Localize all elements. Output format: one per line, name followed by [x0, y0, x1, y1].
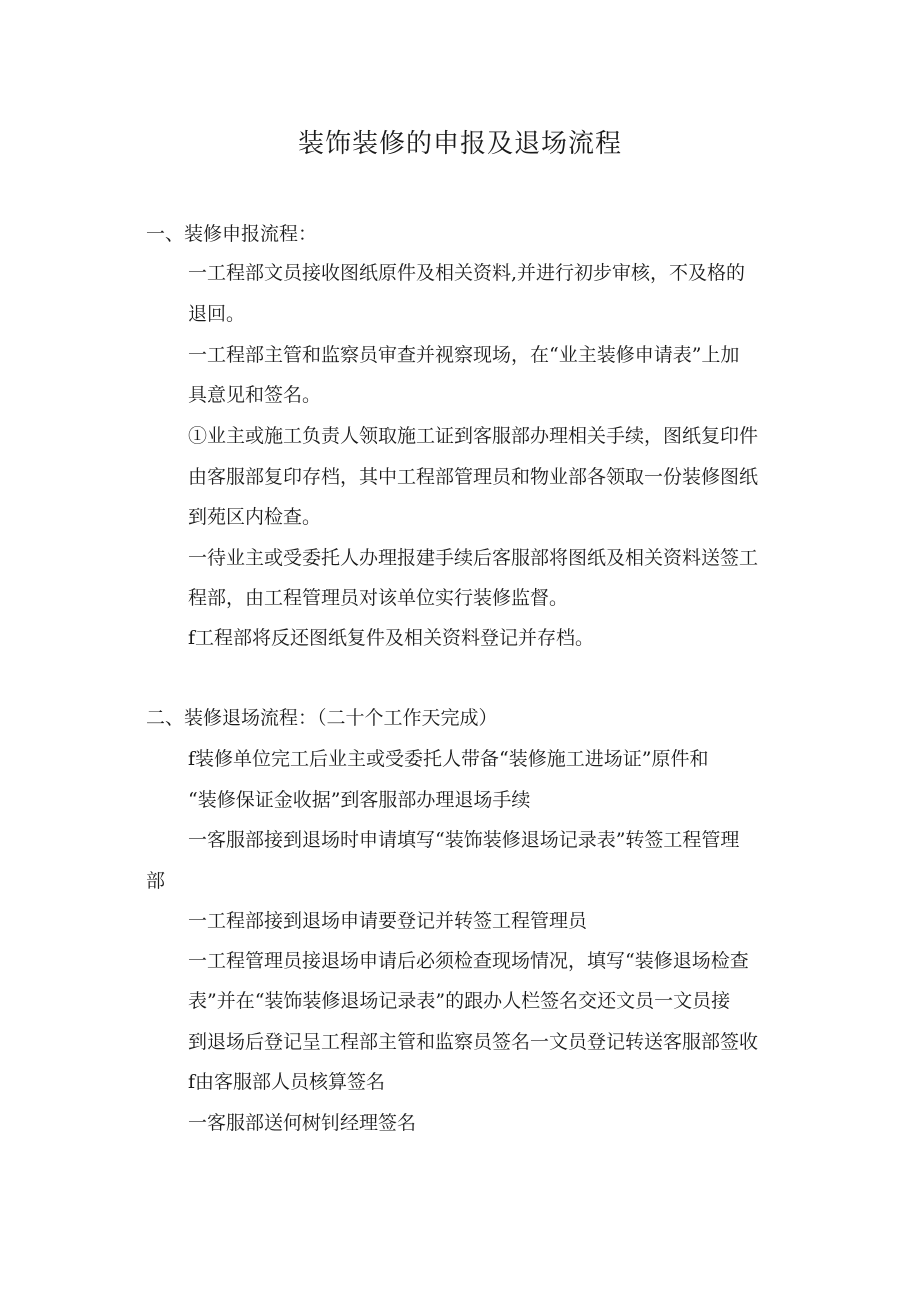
section-1-line: 由客服部复印存档，其中工程部管理员和物业部各领取一份装修图纸	[188, 466, 759, 488]
section-1-line: ①业主或施工负责人领取施工证到客服部办理相关手续，图纸复印件	[188, 425, 759, 447]
section-2-line: “装修保证金收据”到客服部办理退场手续	[188, 789, 531, 811]
section-1-line: 到苑区内检查。	[188, 506, 322, 528]
section-1-line: 一工程部文员接收图纸原件及相关资料,并进行初步审核，不及格的	[188, 262, 746, 284]
section-2-line: f装修单位完工后业主或受委托人带备“装修施工进场证”原件和	[188, 748, 709, 770]
section-2-heading: 二、装修退场流程：（二十个工作天完成）	[146, 707, 498, 729]
section-1-heading: 一、装修申报流程：	[146, 223, 318, 245]
section-2-line: 一工程管理员接退场申请后必须检查现场情况，填写“装修退场检查	[188, 950, 749, 972]
section-1-line: f工程部将反还图纸复件及相关资料登记并存档。	[188, 627, 595, 649]
section-2-line: 部	[146, 870, 166, 892]
section-2-line: 到退场后登记呈工程部主管和监察员签名一文员登记转送客服部签收	[188, 1031, 759, 1053]
section-2-line: f由客服部人员核算签名	[188, 1071, 386, 1093]
section-1-line: 一工程部主管和监察员审查并视察现场，在“业主装修申请表”上加	[188, 344, 740, 366]
document-title: 装饰装修的申报及退场流程	[297, 129, 622, 159]
section-2-line: 一客服部接到退场时申请填写“装饰装修退场记录表”转签工程管理	[188, 829, 740, 851]
section-1-line: 退回。	[188, 303, 246, 325]
section-2-line: 表”并在“装饰装修退场记录表”的跟办人栏签名交还文员一文员接	[188, 990, 731, 1012]
section-1-line: 一待业主或受委托人办理报建手续后客服部将图纸及相关资料送签工	[188, 547, 759, 569]
section-2-line: 一客服部送何树钊经理签名	[188, 1112, 417, 1134]
section-2-line: 一工程部接到退场申请要登记并转签工程管理员	[188, 910, 588, 932]
section-1-line: 具意见和签名。	[188, 384, 322, 406]
section-1-line: 程部，由工程管理员对该单位实行装修监督。	[188, 587, 569, 609]
